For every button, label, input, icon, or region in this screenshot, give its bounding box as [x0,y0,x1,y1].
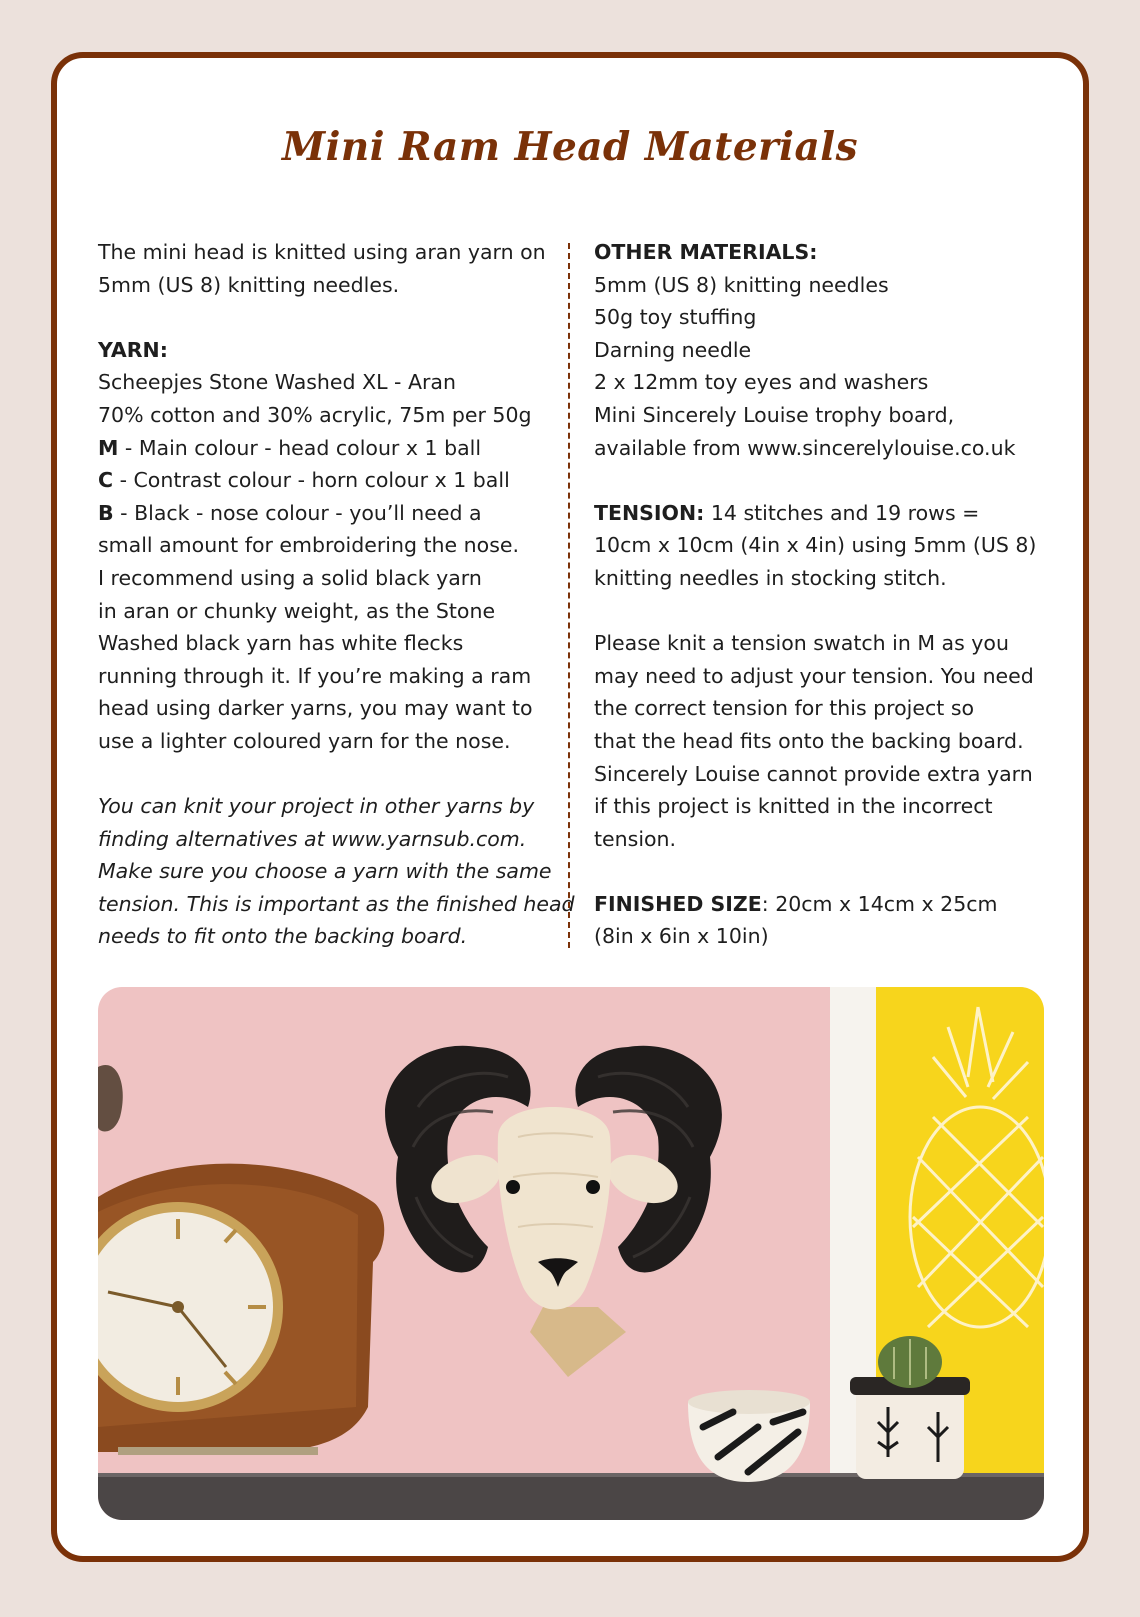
finished-size-label: FINISHED SIZE [594,891,762,916]
colour-line-b [98,497,548,530]
swatch-line: if this project is knitted in the incorrect [594,794,993,819]
colour-code: M [98,435,119,460]
other-materials-heading: OTHER MATERIALS: [594,240,818,264]
nose-line: small amount for embroidering the nose. [98,533,520,558]
nose-line: Washed black yarn has white flecks [98,631,464,656]
material-item: Mini Sincerely Louise trophy board, [594,402,955,427]
swatch-line: Sincerely Louise cannot provide extra yarn [594,761,1033,786]
nose-line: use a lighter coloured yarn for the nose. [98,728,511,753]
yarn-heading: YARN: [98,337,168,362]
tension-text: 14 stitches and 19 rows = [704,500,980,525]
colour-code: C [98,468,114,493]
intro-line: The mini head is knitted using aran yarn on [98,240,546,264]
yarn-line: 70% cotton and 30% acrylic, 75m per 50g [98,402,532,427]
intro-line: 5mm (US 8) knitting needles. [98,272,400,297]
yarnsub-note-line: Make sure you choose a yarn with the same [98,859,552,884]
tension-line [594,497,1054,530]
material-item: Darning needle [594,337,752,362]
nose-line: running through it. If you’re making a ram [98,663,532,688]
yarnsub-note-line: needs to fit onto the backing board. [98,924,468,949]
left-column [98,236,575,953]
tension-line: 10cm x 10cm (4in x 4in) using 5mm (US 8) [594,533,1037,558]
material-item: 50g toy stuffing [594,305,757,330]
nose-line: head using darker yarns, you may want to [98,696,533,721]
colour-code: B [98,500,114,525]
nose-line: I recommend using a solid black yarn [98,565,482,590]
page-title: Mini Ram Head Materials [281,124,859,170]
column-divider [568,243,570,948]
ram-head-photo [98,987,1044,1520]
swatch-line: that the head fits onto the backing board. [594,728,1024,753]
yarn-line: Scheepjes Stone Washed XL - Aran [98,370,456,395]
swatch-line: may need to adjust your tension. You need [594,663,1034,688]
colour-line-m [98,432,548,465]
yarnsub-note-line: finding alternatives at www.yarnsub.com. [98,826,527,851]
tension-label: TENSION: [594,500,705,525]
finished-size-line: (8in x 6in x 10in) [594,924,769,949]
right-column [594,236,1054,953]
finished-size-text: : 20cm x 14cm x 25cm [761,891,998,916]
material-item: available from www.sincerelylouise.co.uk [594,435,1016,460]
colour-text: - Black - nose colour - you’ll need a [113,500,482,525]
colour-text: - Contrast colour - horn colour x 1 ball [113,468,510,493]
yarnsub-note-line: You can knit your project in other yarns by [98,794,535,819]
swatch-line: tension. [594,826,677,851]
finished-size-line [594,888,1054,921]
material-item: 2 x 12mm toy eyes and washers [594,370,929,395]
colour-line-c [98,464,548,497]
swatch-line: the correct tension for this project so [594,696,975,721]
swatch-line: Please knit a tension swatch in M as you [594,631,1009,656]
tension-line: knitting needles in stocking stitch. [594,565,947,590]
nose-line: in aran or chunky weight, as the Stone [98,598,496,623]
colour-text: - Main colour - head colour x 1 ball [118,435,482,460]
yarnsub-note-line: tension. This is important as the finished head [98,891,575,916]
material-item: 5mm (US 8) knitting needles [594,272,889,297]
